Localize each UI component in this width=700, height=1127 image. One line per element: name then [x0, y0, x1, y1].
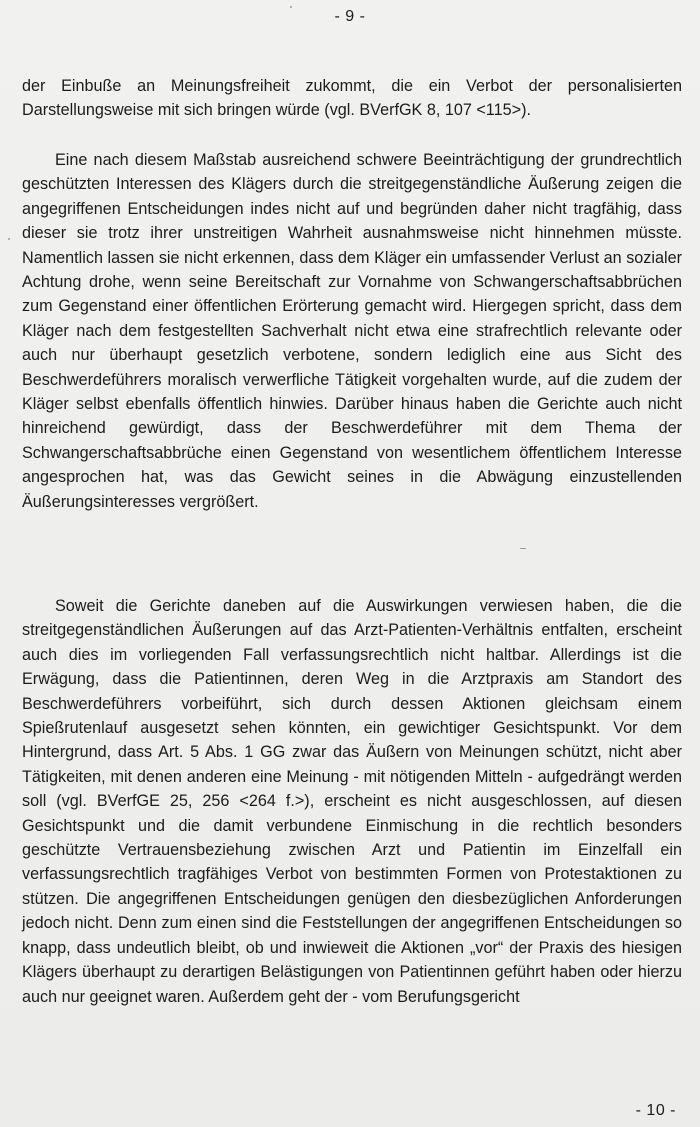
scan-speck	[8, 238, 10, 240]
scan-speck	[520, 548, 526, 549]
scan-speck	[290, 6, 292, 8]
paragraph: Eine nach diesem Maßstab ausreichend schwere Beeinträchtigung der grundrechtlich geschützten Interessen des Klägers durch die streitgegenständliche Äußerung zeigen die angegriffenen Entscheidungen indes nicht auf und begründen daher nicht tragfähig, dass dieser sie trotz ihrer unstreitigen Wahrheit ausnahmsweise nicht hinnehmen müsste. Namentlich lassen sie nicht erkennen, dass dem Kläger ein umfassender Verlust an sozialer Achtung drohe, wenn seine Bereitschaft zur Vornahme von Schwangerschaftsabbrüchen zum Gegenstand einer öffentlichen Erörterung gemacht wird. Hiergegen spricht, dass dem Kläger nach dem festgestellten Sachverhalt nicht etwa eine strafrechtlich relevante oder auch nur überhaupt gesetzlich verbotene, sondern lediglich eine aus Sicht des Beschwerdeführers moralisch verwerfliche Tätigkeit vorgehalten wurde, auf die zudem der Kläger selbst ebenfalls öffentlich hinwies. Darüber hinaus haben die Gerichte auch nicht hinreichend gewürdigt, dass der Beschwerdeführer mit dem Thema der Schwangerschaftsabbrüche einen Gegenstand von wesentlichem öffentlichem Interesse angesprochen hat, was das Gewicht seines in die Abwägung einzustellenden Äußerungsinteresses vergrößert.	[22, 151, 682, 511]
next-page-marker: - 10 -	[635, 1102, 676, 1119]
paragraph-continuation: der Einbuße an Meinungsfreiheit zukommt, die ein Verbot der personalisierten Darstellungsweise mit sich bringen würde (vgl. BVerfGK 8, 107 <115>).	[22, 77, 682, 120]
paragraph: Soweit die Gerichte daneben auf die Auswirkungen verwiesen haben, die die streitgegenständlichen Äußerungen auf das Arzt-Patienten-Verhältnis entfalten, erscheint auch dies im vorliegenden Fall verfassungsrechtlich nicht haltbar. Allerdings ist die Erwägung, dass die Patientinnen, deren Weg in die Arztpraxis am Standort des Beschwerdeführers vorbeiführt, sich durch dessen Aktionen gleichsam einem Spießrutenlauf ausgesetzt sehen könnten, ein gewichtiger Gesichtspunkt. Vor dem Hintergrund, dass Art. 5 Abs. 1 GG zwar das Äußern von Meinungen schützt, nicht aber Tätigkeiten, mit denen anderen eine Meinung - mit nötigenden Mitteln - aufgedrängt werden soll (vgl. BVerfGE 25, 256 <264 f.>), erscheint es nicht ausgeschlossen, auf diesen Gesichtspunkt und die damit verbundene Einmischung in die rechtlich besonders geschützte Vertrauensbeziehung zwischen Arzt und Patientin im Einzelfall ein verfassungsrechtlich tragfähiges Verbot von bestimmten Formen von Protestaktionen zu stützen. Die angegriffenen Entscheidungen genügen den diesbezüglichen Anforderungen jedoch nicht. Denn zum einen sind die Feststellungen der angegriffenen Entscheidungen so knapp, dass undeutlich bleibt, ob und inwieweit die Aktionen „vor“ der Praxis des hiesigen Klägers überhaupt zu derartigen Belästigungen von Patientinnen geführt haben oder hierzu auch nur geeignet waren. Außerdem geht der - vom Berufungsgericht	[22, 597, 682, 1006]
page-number: - 9 -	[334, 8, 366, 25]
